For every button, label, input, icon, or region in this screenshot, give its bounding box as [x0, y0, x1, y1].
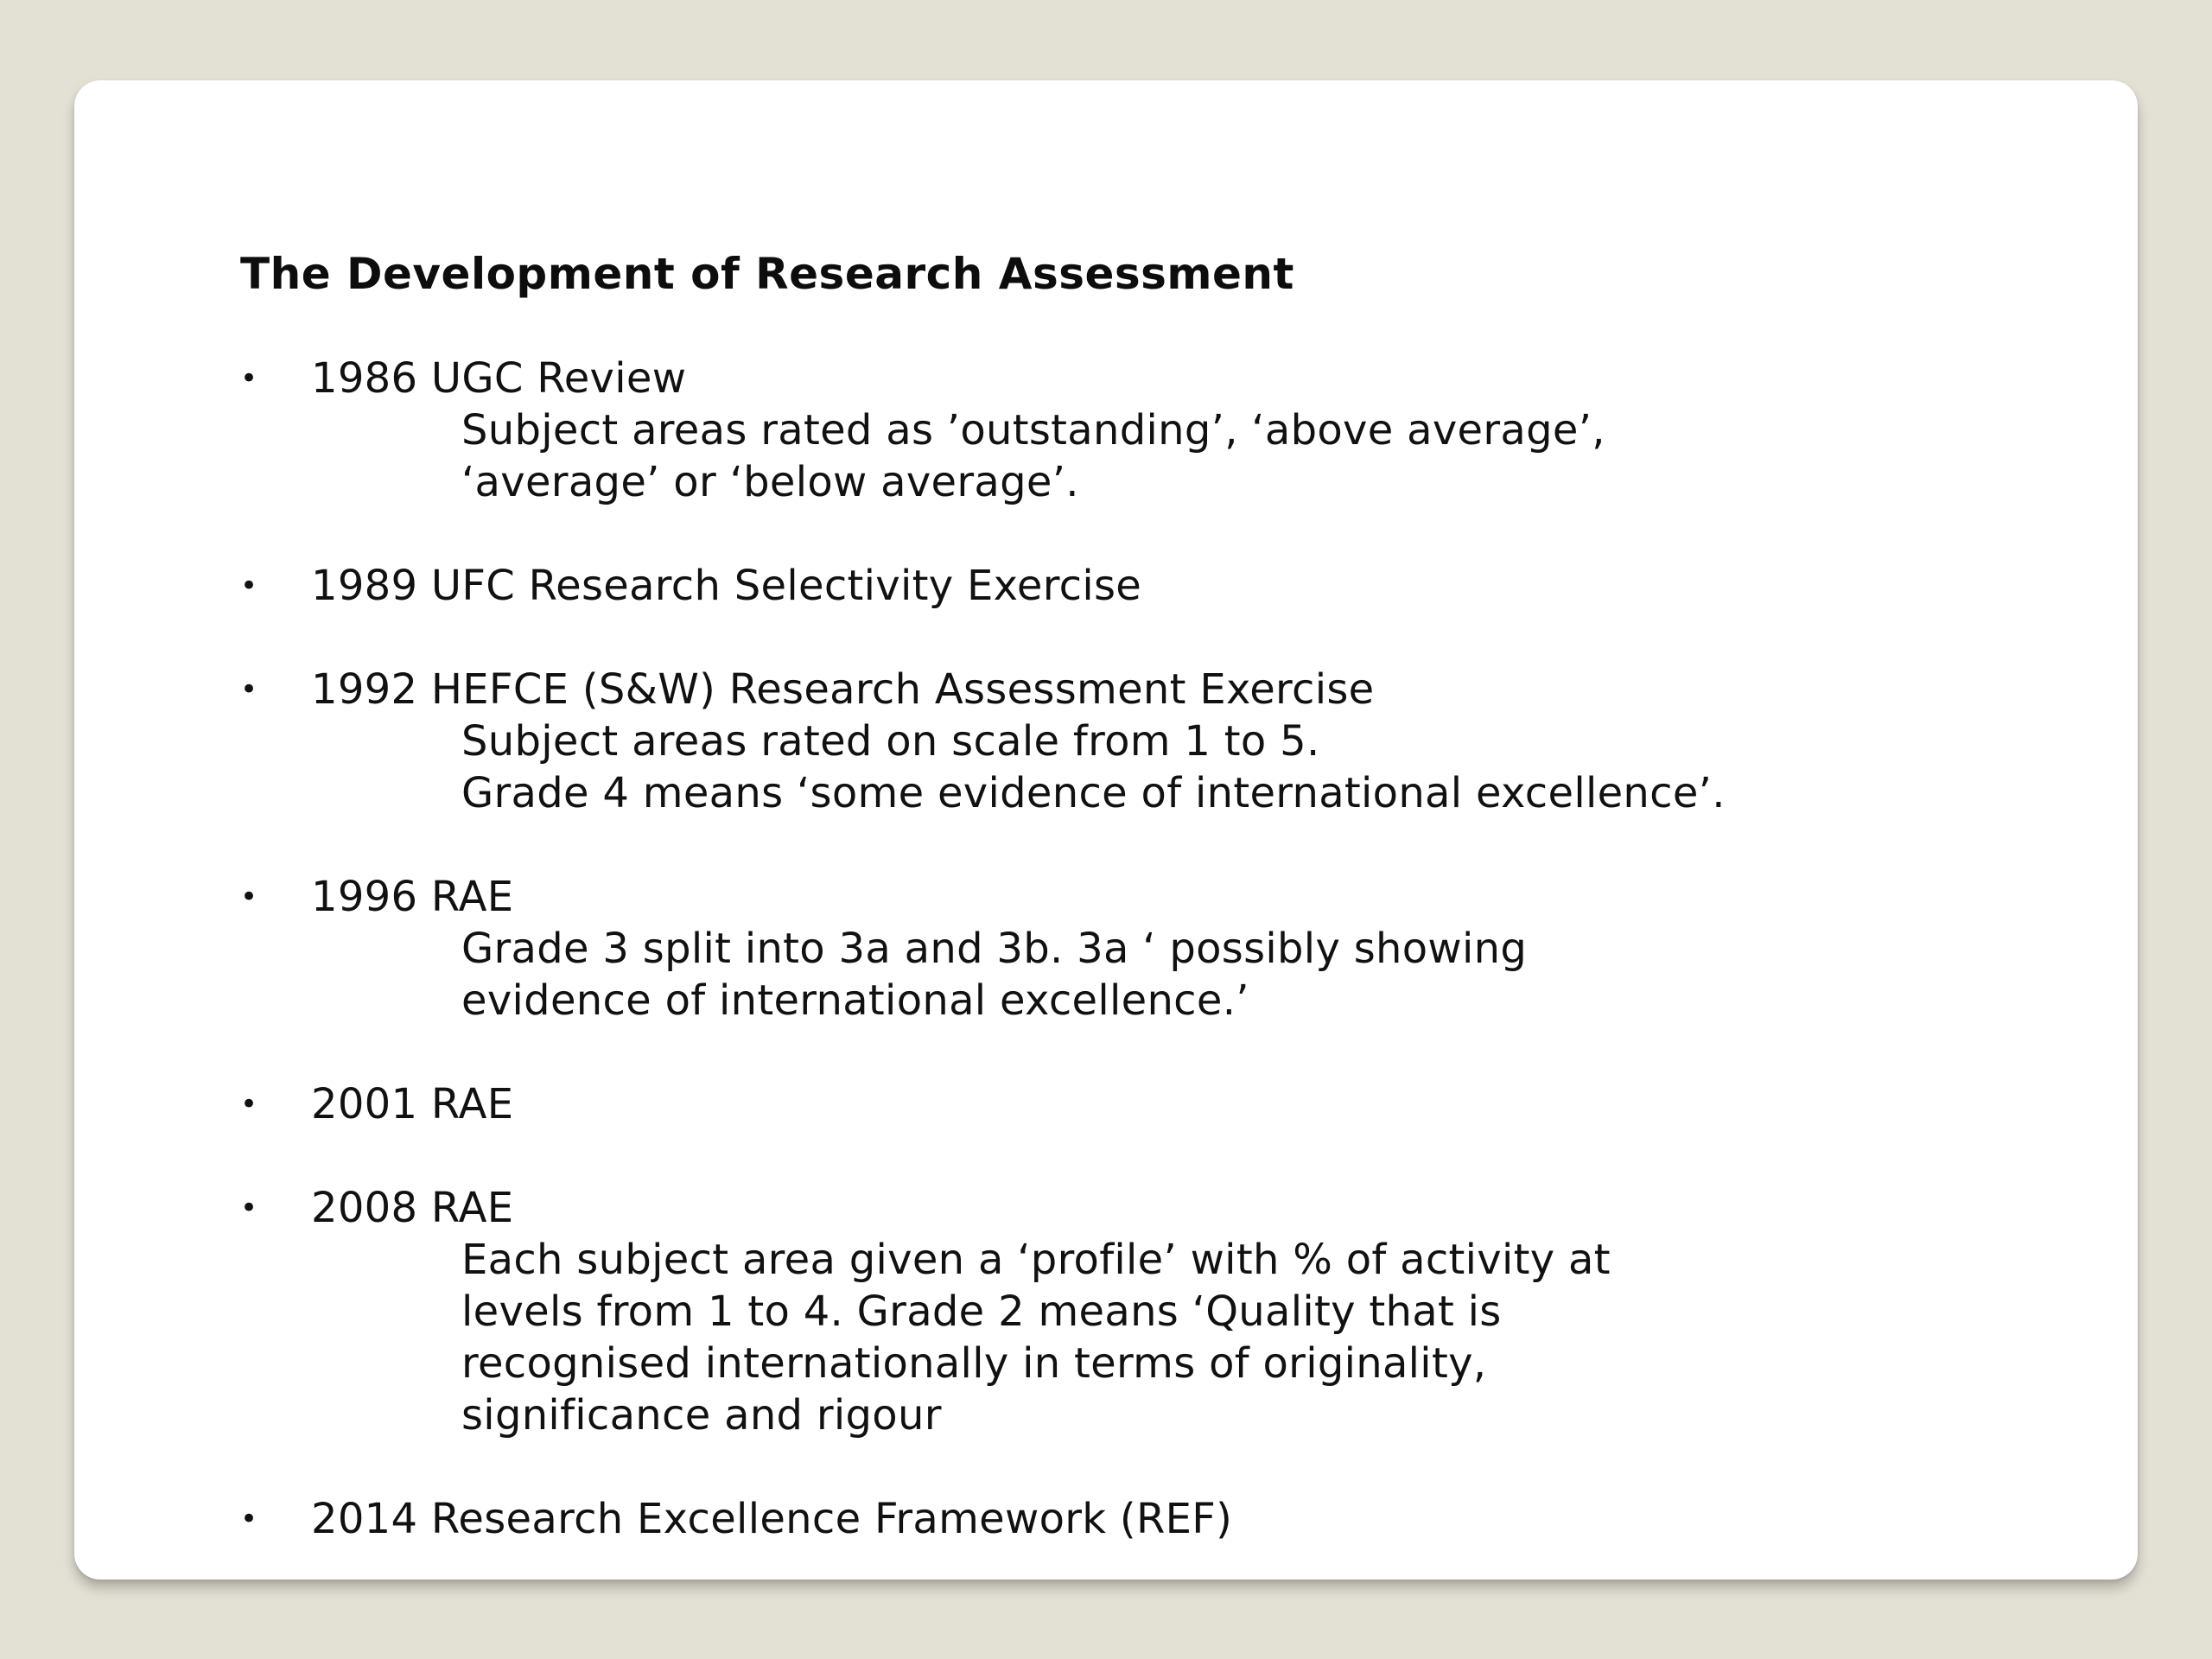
list-item-heading: 2014 Research Excellence Framework (REF) [311, 1495, 1233, 1543]
list-item-1996 [240, 871, 1968, 1027]
list-item-2001 [240, 1078, 1968, 1130]
slide-title: The Development of Research Assessment [240, 249, 1294, 299]
list-item-detail: Grade 4 means ‘some evidence of international excellence’. [461, 769, 1726, 817]
list-item-detail: ‘average’ or ‘below average’. [461, 458, 1079, 506]
bullet-icon: • [240, 1087, 258, 1122]
bullet-icon: • [240, 361, 258, 396]
list-item-heading: 2001 RAE [311, 1080, 514, 1128]
list-item-detail: Subject areas rated on scale from 1 to 5. [461, 717, 1320, 766]
bullet-icon: • [240, 672, 258, 707]
list-item-2008 [240, 1182, 1968, 1441]
list-item-detail: levels from 1 to 4. Grade 2 means ‘Quality that is [461, 1287, 1502, 1336]
list-item-1989 [240, 560, 1968, 612]
list-item-detail: evidence of international excellence.’ [461, 976, 1249, 1025]
list-item-detail: recognised internationally in terms of originality, [461, 1339, 1487, 1388]
list-item-heading: 1989 UFC Research Selectivity Exercise [311, 562, 1142, 610]
list-item-detail: significance and rigour [461, 1391, 942, 1440]
list-item-heading: 1986 UGC Review [311, 354, 687, 403]
list-item-heading: 2008 RAE [311, 1184, 514, 1232]
bullet-list [240, 353, 1968, 1597]
list-item-1986 [240, 353, 1968, 508]
bullet-icon: • [240, 569, 258, 603]
list-item-1992 [240, 664, 1968, 819]
list-item-2014 [240, 1493, 1968, 1545]
list-item-heading: 1992 HEFCE (S&W) Research Assessment Exercise [311, 665, 1375, 714]
bullet-icon: • [240, 1191, 258, 1225]
bullet-icon: • [240, 880, 258, 914]
bullet-icon: • [240, 1502, 258, 1536]
list-item-detail: Grade 3 split into 3a and 3b. 3a ‘ possibly showing [461, 925, 1528, 973]
list-item-heading: 1996 RAE [311, 873, 514, 921]
list-item-detail: Subject areas rated as ’outstanding’, ‘above average’, [461, 406, 1605, 454]
list-item-detail: Each subject area given a ‘profile’ with % of activity at [461, 1236, 1611, 1284]
